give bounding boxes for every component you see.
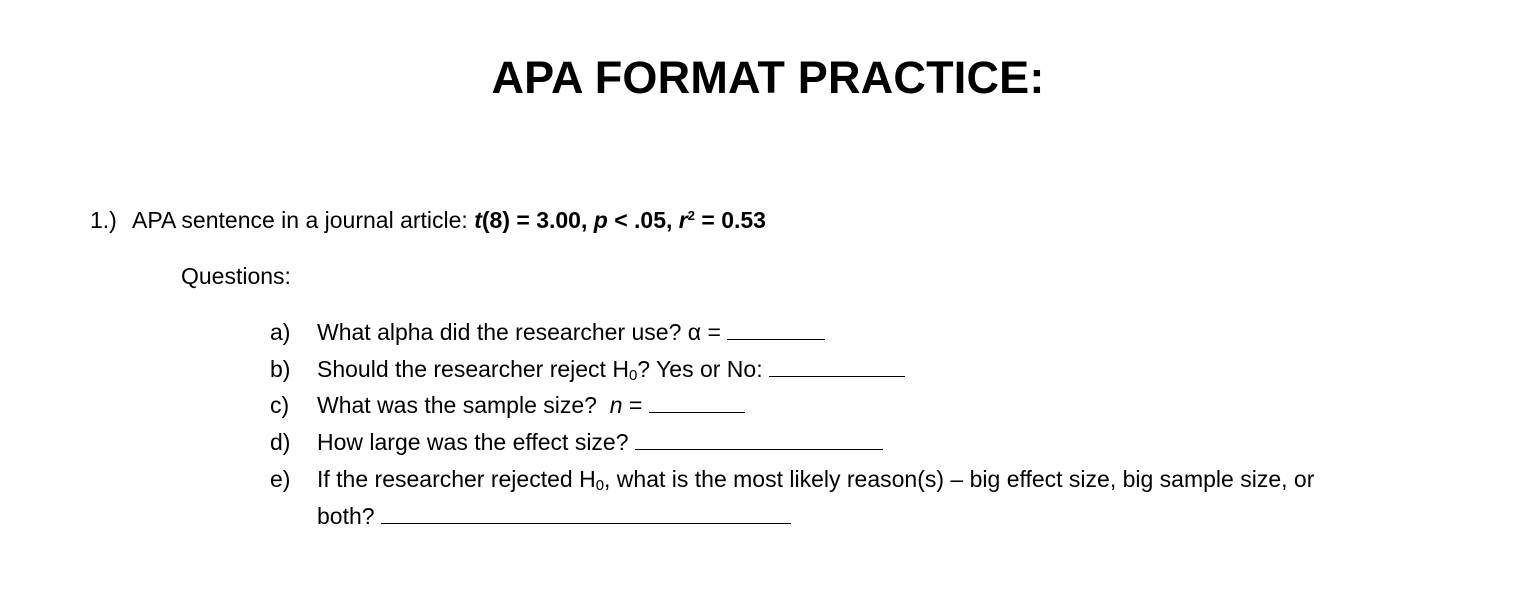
question-item-e: e) If the researcher rejected H0, what is the most likely reason(s) – big effect size, big sample size, or [270, 466, 1315, 494]
answer-blank[interactable] [727, 319, 825, 340]
item-letter: e) [270, 466, 291, 492]
questions-label: Questions: [181, 263, 291, 289]
question-item-e-continuation: both? [317, 503, 791, 530]
item-letter: b) [270, 356, 291, 382]
answer-blank[interactable] [381, 503, 791, 524]
item-letter: a) [270, 319, 291, 345]
question-item-c: c) What was the sample size? n = [270, 392, 745, 419]
question-item-a [270, 319, 825, 346]
question-1 [90, 207, 766, 234]
apa-statistic: t(8) = 3.00, p < .05, $r^2 = 0.53$ [474, 207, 766, 233]
question-prefix: APA sentence in a journal article: [132, 207, 468, 233]
item-letter: c) [270, 392, 290, 418]
item-text: What alpha did the researcher use? α = [317, 319, 721, 345]
page-title: APA FORMAT PRACTICE: [491, 52, 1045, 103]
answer-blank[interactable] [635, 429, 883, 450]
question-item-d: d) How large was the effect size? [270, 429, 883, 456]
item-letter: d) [270, 429, 291, 455]
question-item-b: b) Should the researcher reject H0? Yes or No: [270, 356, 905, 384]
question-number: 1.) [90, 207, 117, 233]
answer-blank[interactable] [769, 356, 905, 377]
answer-blank[interactable] [649, 392, 745, 413]
